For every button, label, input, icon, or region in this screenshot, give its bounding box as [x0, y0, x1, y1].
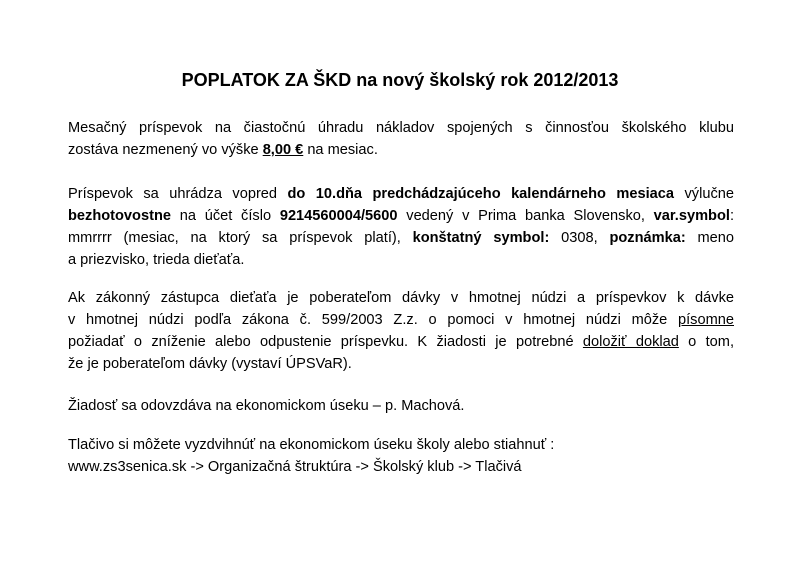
variable-symbol-label: var.symbol [653, 208, 730, 224]
text-span: výlučne [674, 186, 734, 202]
page-title: POPLATOK ZA ŠKD na nový školský rok 2012/2013 [181, 70, 619, 90]
text-line [68, 205, 734, 227]
payment-method: bezhotovostne [68, 208, 171, 224]
form-download-path: www.zs3senica.sk -> Organizačná štruktúra -> Školský klub -> Tlačivá [68, 459, 522, 475]
account-number: 9214560004/5600 [279, 208, 398, 224]
text-line: Žiadosť sa odovzdáva na ekonomickom úseku – p. Machová. [68, 398, 465, 414]
text-span: zostáva nezmenený vo výške [68, 142, 263, 158]
text-line: Mesačný príspevok na čiastočnú úhradu nákladov spojených s činnosťou školského klubu [68, 120, 734, 136]
underlined-text: doložiť doklad [582, 334, 679, 350]
fee-amount: 8,00 € [262, 142, 304, 158]
paragraph-submission [68, 395, 734, 417]
text-span: v hmotnej núdzi podľa zákona č. 599/2003 Z.z. o pomoci v hmotnej núdzi môže [68, 312, 679, 328]
text-line [68, 331, 734, 353]
text-line: Ak zákonný zástupca dieťaťa je poberateľom dávky v hmotnej núdzi a príspevkov k dávke [68, 290, 734, 306]
underlined-text: písomne [678, 312, 734, 328]
paragraph-form-download [68, 434, 734, 478]
text-span: požiadať o zníženie alebo odpustenie príspevku. K žiadosti je potrebné [68, 334, 583, 350]
text-line [68, 227, 734, 249]
text-span: meno [685, 230, 735, 246]
text-span: mmrrrr (mesiac, na ktorý sa príspevok platí), [68, 230, 413, 246]
constant-symbol-label: konštatný symbol: [412, 230, 550, 246]
text-line [68, 183, 734, 205]
paragraph-fee-amount [68, 117, 734, 161]
text-span: Príspevok sa uhrádza vopred [68, 186, 288, 202]
text-span: o tom, [678, 334, 735, 350]
text-line: a priezvisko, trieda dieťaťa. [68, 252, 245, 268]
paragraph-fee-reduction [68, 287, 734, 375]
text-line [68, 309, 734, 331]
text-span: na mesiac. [303, 142, 378, 158]
text-line: Tlačivo si môžete vyzdvihnúť na ekonomickom úseku školy alebo stiahnuť : [68, 437, 555, 453]
text-line: že je poberateľom dávky (vystaví ÚPSVaR). [68, 356, 352, 372]
text-span: na účet číslo [170, 208, 280, 224]
note-label: poznámka: [609, 230, 686, 246]
text-span: 0308, [549, 230, 610, 246]
paragraph-payment-instructions [68, 183, 734, 271]
text-span: : [729, 208, 734, 224]
text-line [68, 139, 734, 161]
payment-deadline: do 10.dňa predchádzajúceho kalendárneho mesiaca [287, 186, 675, 202]
text-span: vedený v Prima banka Slovensko, [397, 208, 654, 224]
